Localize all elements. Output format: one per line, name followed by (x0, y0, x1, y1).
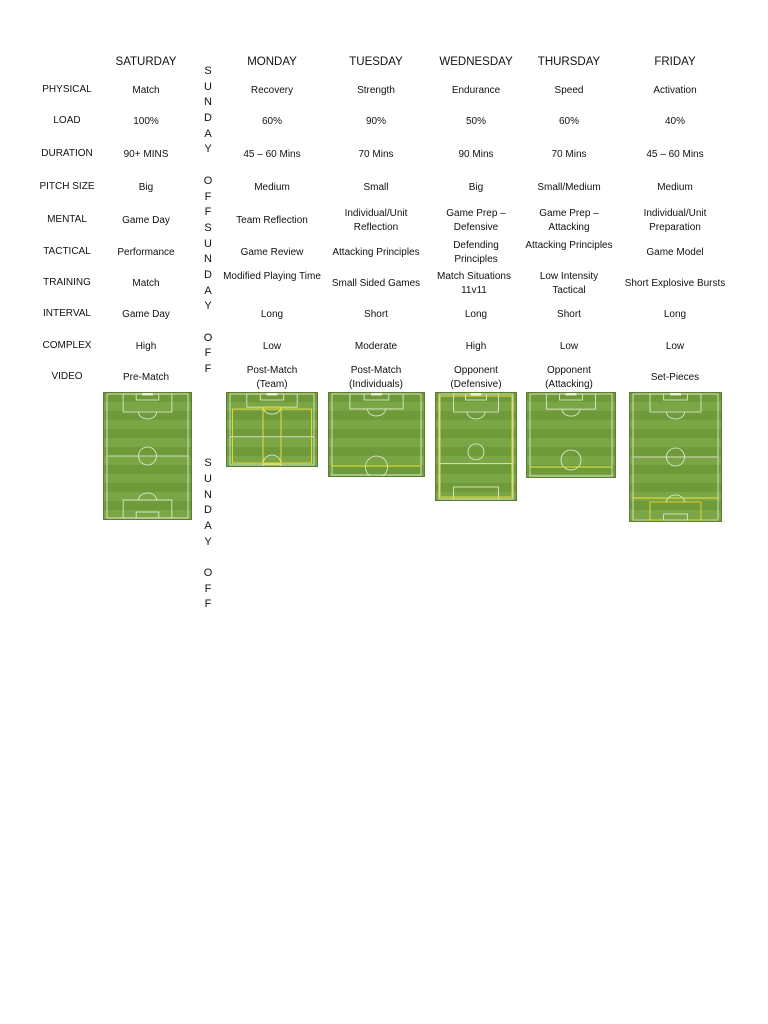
cell-tactical-monday: Game Review (240, 247, 304, 258)
cell-training-monday: Modified Playing Time (223, 271, 321, 282)
header-friday: FRIDAY (654, 56, 696, 68)
header-saturday: SATURDAY (115, 56, 177, 68)
pitch-diagram-wednesday (436, 393, 516, 500)
sunday-off-letter: F (204, 190, 212, 203)
sunday-off-letter: U (204, 80, 212, 93)
row-label-interval: INTERVAL (43, 308, 91, 319)
sunday-off-letter (200, 550, 216, 566)
cell-training-friday: Short Explosive Bursts (624, 278, 726, 289)
cell-tactical-friday: Game Model (646, 247, 704, 258)
cell-tactical-thursday: Attacking Principles (525, 240, 613, 251)
cell-interval-monday: Long (260, 309, 284, 320)
sunday-off-letter: N (204, 253, 212, 266)
sunday-off-letter: N (204, 488, 212, 501)
cell-mental-tuesday: Individual/Unit Reflection (344, 208, 408, 233)
pitch-lines (630, 393, 721, 521)
pitch-diagram-thursday (527, 393, 615, 477)
sunday-off-letter: A (204, 519, 212, 532)
cell-load-wednesday: 50% (465, 116, 486, 127)
cell-mental-saturday: Game Day (122, 215, 170, 226)
cell-pitch-size-friday: Medium (657, 182, 693, 193)
row-label-physical: PHYSICAL (42, 84, 92, 95)
pitch-diagram-friday (630, 393, 721, 521)
cell-mental-wednesday: Game Prep – Defensive (446, 208, 506, 233)
cell-complex-saturday: High (135, 341, 157, 352)
cell-physical-thursday: Speed (554, 85, 584, 96)
cell-physical-friday: Activation (653, 85, 697, 96)
cell-duration-friday: 45 – 60 Mins (646, 149, 704, 160)
cell-duration-thursday: 70 Mins (551, 149, 587, 160)
pitch-lines (436, 393, 516, 500)
cell-mental-monday: Team Reflection (236, 215, 308, 226)
row-label-video: VIDEO (51, 371, 83, 382)
cell-duration-tuesday: 70 Mins (358, 149, 394, 160)
row-label-complex: COMPLEX (42, 340, 92, 351)
cell-interval-thursday: Short (557, 309, 581, 320)
sunday-off-letter: D (204, 504, 212, 517)
sunday-off-letter: A (204, 284, 212, 297)
pitch-diagram-monday (227, 393, 317, 466)
cell-physical-tuesday: Strength (357, 85, 395, 96)
sunday-off-letter: F (204, 347, 212, 360)
sunday-off-letter: N (204, 96, 212, 109)
sunday-off-letter: A (204, 127, 212, 140)
sunday-off-vertical-text (200, 64, 216, 613)
row-label-pitch-size: PITCH SIZE (39, 181, 95, 192)
cell-complex-thursday: Low (559, 341, 579, 352)
cell-training-saturday: Match (132, 278, 160, 289)
pitch-lines (227, 393, 317, 466)
cell-duration-monday: 45 – 60 Mins (243, 149, 301, 160)
cell-tactical-tuesday: Attacking Principles (332, 247, 420, 258)
cell-video-thursday: Opponent (Attacking) (545, 365, 593, 390)
cell-mental-thursday: Game Prep – Attacking (539, 208, 599, 233)
cell-pitch-size-thursday: Small/Medium (537, 182, 601, 193)
sunday-off-letter: F (204, 582, 212, 595)
sunday-off-letter: D (204, 112, 212, 125)
cell-interval-friday: Long (663, 309, 687, 320)
cell-physical-wednesday: Endurance (451, 85, 501, 96)
pitch-diagram-saturday (104, 393, 191, 519)
sunday-off-letter: U (204, 237, 212, 250)
cell-duration-saturday: 90+ MINS (123, 149, 169, 160)
pitch-diagram-tuesday (329, 393, 424, 476)
cell-pitch-size-tuesday: Small (363, 182, 389, 193)
sunday-off-letter: S (204, 457, 212, 470)
sunday-off-letter: O (203, 567, 213, 579)
cell-complex-wednesday: High (465, 341, 487, 352)
sunday-off-letter (200, 315, 216, 331)
cell-complex-monday: Low (262, 341, 282, 352)
sunday-off-letter: Y (204, 143, 212, 156)
cell-tactical-wednesday: Defending Principles (453, 240, 499, 265)
pitch-lines (527, 393, 615, 477)
header-tuesday: TUESDAY (349, 56, 403, 68)
sunday-off-letter: O (203, 174, 213, 187)
cell-duration-wednesday: 90 Mins (458, 149, 494, 160)
cell-mental-friday: Individual/Unit Preparation (643, 208, 707, 233)
cell-tactical-saturday: Performance (117, 247, 175, 258)
sunday-off-letter: S (204, 221, 212, 234)
sunday-off-letter: F (204, 598, 212, 611)
row-label-mental: MENTAL (47, 214, 87, 225)
sunday-off-letter: Y (204, 300, 212, 313)
header-wednesday: WEDNESDAY (439, 56, 513, 68)
cell-pitch-size-monday: Medium (254, 182, 290, 193)
sunday-off-letter: S (204, 65, 212, 77)
cell-load-thursday: 60% (558, 116, 579, 127)
pitch-lines (104, 393, 191, 519)
cell-load-tuesday: 90% (365, 116, 386, 127)
row-label-duration: DURATION (41, 148, 93, 159)
cell-video-saturday: Pre-Match (122, 372, 170, 383)
cell-load-saturday: 100% (133, 116, 159, 127)
header-monday: MONDAY (247, 56, 297, 68)
sunday-off-letter: O (203, 331, 213, 344)
pitch-lines (329, 393, 424, 476)
cell-interval-tuesday: Short (364, 309, 388, 320)
sunday-off-letter: D (204, 268, 212, 281)
cell-video-friday: Set-Pieces (650, 372, 700, 383)
cell-physical-saturday: Match (132, 85, 160, 96)
cell-pitch-size-wednesday: Big (468, 182, 484, 193)
cell-training-thursday: Low Intensity Tactical (539, 271, 599, 296)
cell-video-tuesday: Post-Match (Individuals) (349, 365, 403, 390)
header-thursday: THURSDAY (537, 56, 601, 68)
cell-load-friday: 40% (664, 116, 685, 127)
row-label-training: TRAINING (43, 277, 91, 288)
cell-interval-wednesday: Long (464, 309, 488, 320)
sunday-off-letter: Y (204, 535, 212, 548)
cell-complex-tuesday: Moderate (354, 341, 398, 352)
cell-video-monday: Post-Match (Team) (246, 365, 298, 390)
cell-video-wednesday: Opponent (Defensive) (450, 365, 502, 390)
cell-load-monday: 60% (261, 116, 282, 127)
sunday-off-letter: F (204, 206, 212, 219)
sunday-off-letter: U (204, 472, 212, 485)
cell-pitch-size-saturday: Big (138, 182, 154, 193)
cell-training-tuesday: Small Sided Games (331, 278, 421, 289)
cell-complex-friday: Low (665, 341, 685, 352)
row-label-tactical: TACTICAL (43, 246, 91, 257)
cell-training-wednesday: Match Situations 11v11 (437, 271, 511, 296)
sunday-off-letter: F (204, 363, 212, 376)
row-label-load: LOAD (53, 115, 81, 126)
cell-interval-saturday: Game Day (122, 309, 170, 320)
sunday-off-letter (200, 158, 216, 174)
cell-physical-monday: Recovery (250, 85, 294, 96)
